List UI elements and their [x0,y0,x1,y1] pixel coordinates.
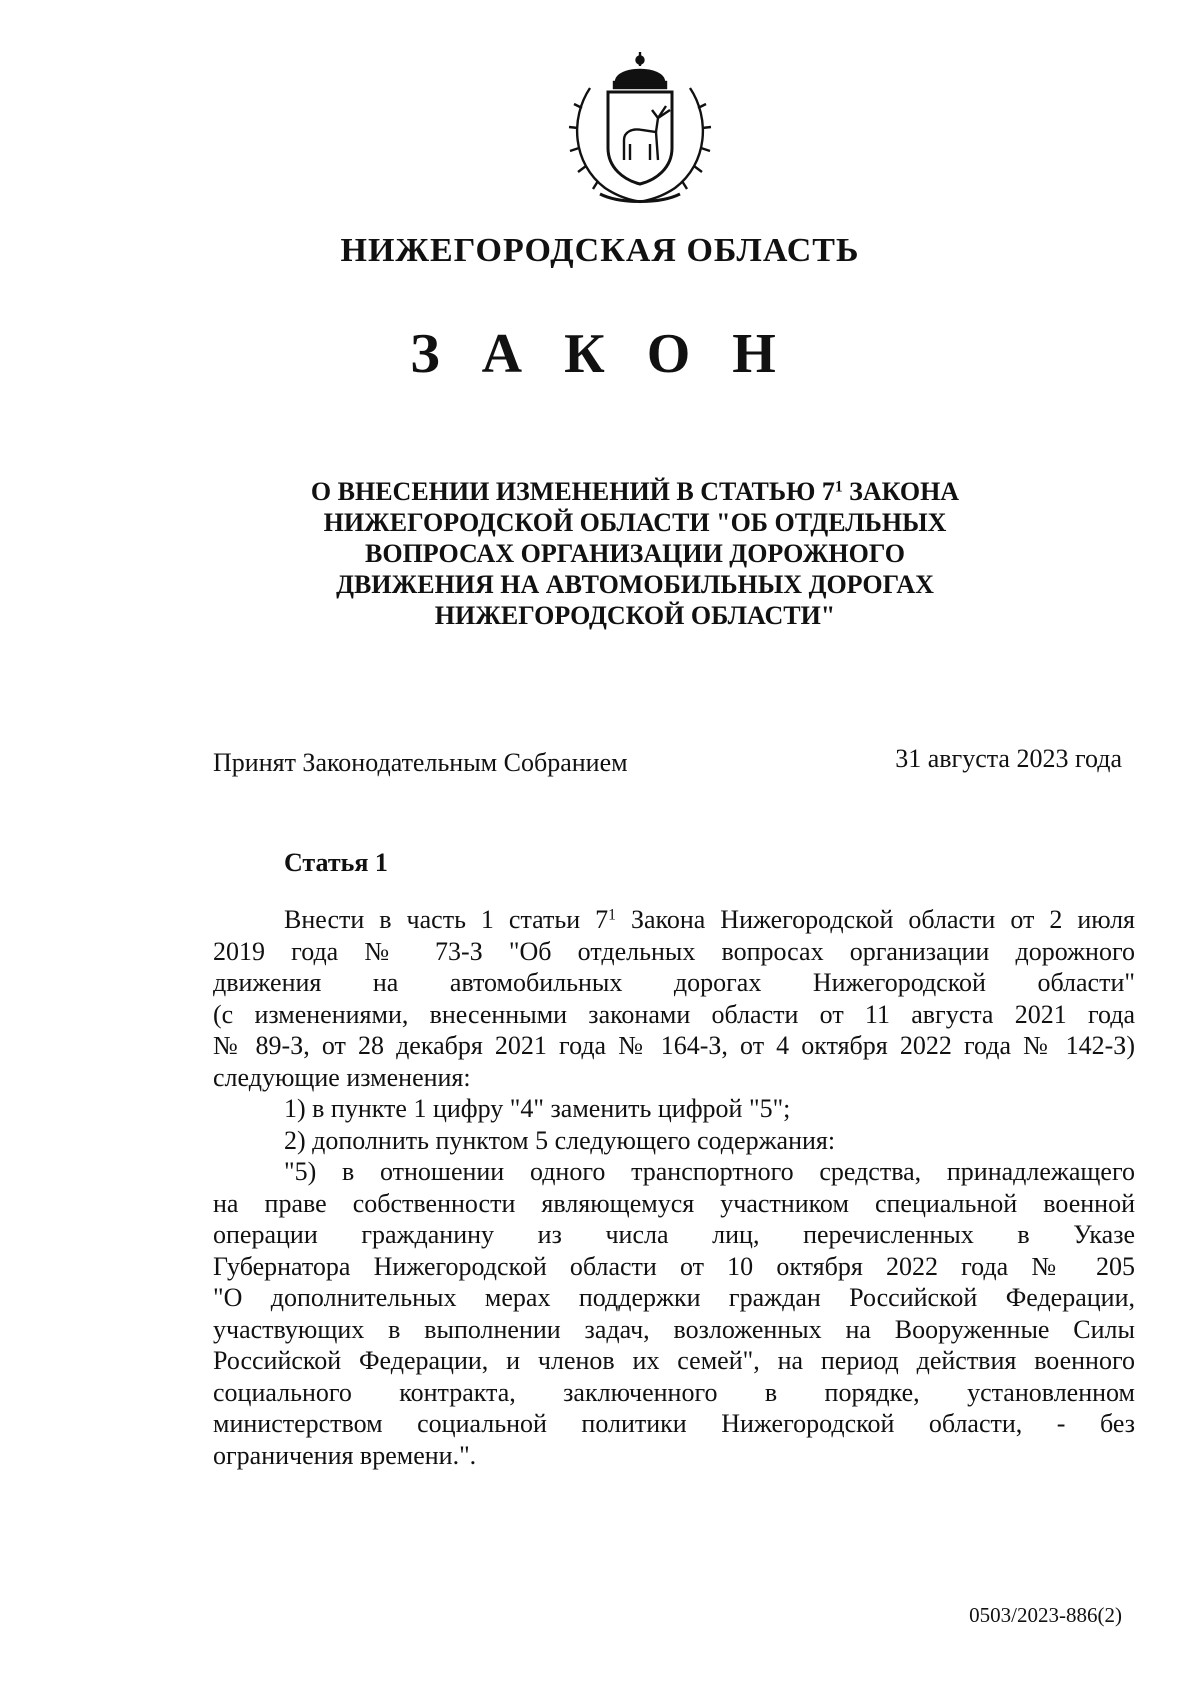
article-line: Российской Федерации, и членов их семей", на период действия военного [213,1346,1135,1375]
article-heading: Статья 1 [284,848,388,877]
article-line: Губернатора Нижегородской области от 10 октября 2022 года № 205 [213,1251,1135,1281]
article-line: социального контракта, заключенного в порядке, установленном [213,1377,1135,1407]
article-line: Внести в часть 1 статьи $7^1$ Закона Нижегородской области от 2 июля [284,905,1136,934]
title-line: НИЖЕГОРОДСКОЙ ОБЛАСТИ" [434,601,836,630]
article-line: участвующих в выполнении задач, возложенных на Вооруженные Силы [213,1314,1135,1344]
title-line: О ВНЕСЕНИИ ИЗМЕНЕНИЙ В СТАТЬЮ $7^1$ ЗАКОНА [310,477,960,506]
article-body [213,904,1135,1471]
article-line: операции гражданину из числа лиц, перечисленных в Указе [213,1220,1135,1249]
article-line: № 89-З, от 28 декабря 2021 года № 164-З, от 4 октября 2022 года № 142-З) [213,1031,1135,1060]
title-line: НИЖЕГОРОДСКОЙ ОБЛАСТИ "ОБ ОТДЕЛЬНЫХ [323,508,947,537]
document-type-heading: З А К О Н [410,323,790,385]
article-line: 2) дополнить пунктом 5 следующего содержания: [284,1125,836,1155]
article-line: "О дополнительных мерах поддержки граждан Российской Федерации, [213,1283,1135,1312]
article-line: следующие изменения: [213,1062,471,1092]
document-number: 0503/2023-886(2) [969,1603,1122,1627]
article-line: на праве собственности являющемуся участником специальной военной [213,1188,1135,1218]
article-line: 2019 года № 73-З "Об отдельных вопросах организации дорожного [213,936,1135,966]
article-line: министерством социальной политики Нижегородской области, - без [213,1409,1135,1438]
region-heading: НИЖЕГОРОДСКАЯ ОБЛАСТЬ [340,232,860,269]
law-title [250,476,1020,631]
title-line: ВОПРОСАХ ОРГАНИЗАЦИИ ДОРОЖНОГО [365,539,905,568]
adoption-label: Принят Законодательным Собранием [213,748,628,777]
article-line: (с изменениями, внесенными законами области от 11 августа 2021 года [213,999,1135,1029]
article-line: "5) в отношении одного транспортного средства, принадлежащего [284,1157,1135,1186]
title-line: ДВИЖЕНИЯ НА АВТОМОБИЛЬНЫХ ДОРОГАХ [336,570,934,599]
coat-of-arms-icon [560,48,720,206]
adoption-date: 31 августа 2023 года [895,744,1122,773]
article-line: 1) в пункте 1 цифру "4" заменить цифрой "5"; [284,1094,791,1123]
article-line: ограничения времени.". [213,1440,477,1470]
article-line: движения на автомобильных дорогах Нижегородской области" [213,968,1135,997]
